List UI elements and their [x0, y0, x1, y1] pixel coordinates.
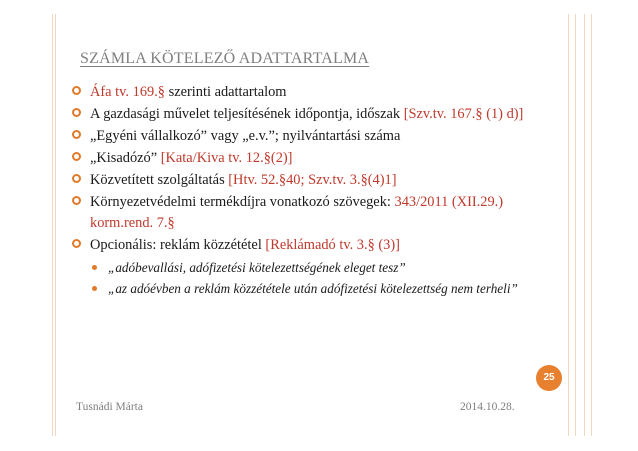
ring-bullet-icon [72, 174, 81, 183]
list-item: Környezetvédelmi termékdíjra vonatkozó szövegek: 343/2011 (XII.29.) korm.rend. 7.§ [72, 192, 552, 234]
right-frame-inner-line [575, 14, 585, 436]
ring-bullet-icon [72, 108, 81, 117]
list-item: Áfa tv. 169.§ szerinti adattartalom [72, 82, 552, 103]
page-number-badge: 25 [536, 365, 562, 391]
sub-list-item: „adóbevallási, adófizetési kötelezettségének eleget tesz” [72, 258, 552, 277]
list-item: Közvetített szolgáltatás [Htv. 52.§40; Szv.tv. 3.§(4)1] [72, 170, 552, 191]
ring-bullet-icon [72, 152, 81, 161]
bullet-list [72, 82, 552, 300]
dot-bullet-icon [92, 286, 97, 291]
list-item: „Egyéni vállalkozó” vagy „e.v.”; nyilvántartási száma [72, 126, 552, 147]
list-item: A gazdasági művelet teljesítésének időpontja, időszak [Szv.tv. 167.§ (1) d)] [72, 104, 552, 125]
dot-bullet-icon [92, 265, 97, 270]
slide-title: SZÁMLA KÖTELEZŐ ADATTARTALMA [80, 50, 370, 67]
footer-author: Tusnádi Márta [76, 401, 143, 413]
ring-bullet-icon [72, 196, 81, 205]
sub-list-item: „az adóévben a reklám közzététele után adófizetési kötelezettség nem terheli” [72, 279, 552, 298]
list-item: Opcionális: reklám közzététel [Reklámadó tv. 3.§ (3)] [72, 235, 552, 256]
ring-bullet-icon [72, 86, 81, 95]
left-frame-line [52, 14, 56, 436]
list-item: „Kisadózó” [Kata/Kiva tv. 12.§(2)] [72, 148, 552, 169]
ring-bullet-icon [72, 130, 81, 139]
ring-bullet-icon [72, 239, 81, 248]
footer-date: 2014.10.28. [460, 401, 515, 413]
